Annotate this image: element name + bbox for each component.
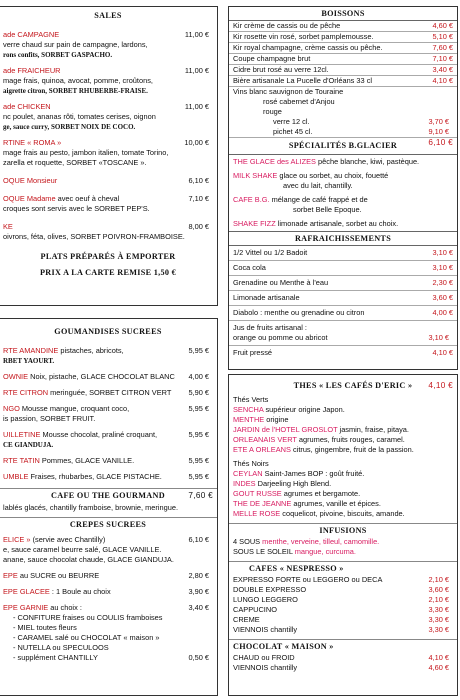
vins-line: Vins blanc sauvignon de Touraine [233, 87, 344, 96]
item-desc: Fraises, rhubarbes, GLACE PISTACHE. [28, 472, 162, 481]
boissons-section [228, 6, 458, 370]
item-name: RTE TATIN [3, 456, 40, 465]
sales-item [3, 138, 213, 148]
the-item [233, 469, 453, 479]
drink-row [229, 291, 457, 306]
dessert-item [3, 346, 213, 356]
vins-size: pichet 45 cl. [273, 127, 313, 136]
gourmand-row [0, 491, 217, 501]
item-desc: Pommes, GLACE VANILLE. [39, 456, 135, 465]
glacier-item [233, 195, 453, 205]
item-desc: meringuée, SORBET CITRON VERT [48, 388, 172, 397]
drink-name-2 [233, 333, 453, 343]
item-desc: pêche blanche, kiwi, pastèque. [315, 157, 420, 166]
item-desc: mage frais, quinoa, avocat, pomme, croûtons, [3, 76, 153, 85]
the-item [233, 415, 453, 425]
cafes-title: CAFES « NESPRESSO » [249, 564, 344, 573]
drink-price: 3,10 € [428, 333, 449, 342]
item-price: 11,00 € [184, 66, 209, 75]
item-price: 11,00 € [184, 102, 209, 111]
cafe-item [233, 575, 453, 585]
item-price: 6,10 € [188, 176, 209, 185]
item-price: 3,30 € [428, 625, 449, 634]
item-price: 3,40 € [188, 603, 209, 612]
item-price: 3,90 € [188, 587, 209, 596]
item-price: 3,30 € [428, 615, 449, 624]
drink-name: Kir crème de cassis ou de pêche [233, 21, 341, 30]
drink-row [229, 76, 457, 87]
item-name: EPE GARNIE [3, 603, 49, 612]
item-price: 5,95 € [188, 472, 209, 481]
drink-row [229, 321, 457, 346]
item-desc: mélange de café frappé et de [269, 195, 368, 204]
item-price: 6,10 € [188, 535, 209, 544]
sales-footer-2: PRIX A LA CARTE REMISE 1,50 € [39, 268, 177, 277]
thes-title: THES « LES CAFÉS D'ERIC » [293, 381, 413, 390]
item-desc: croques sont servis avec le SORBET PEP'S. [3, 204, 150, 213]
item-price: 2,10 € [428, 595, 449, 604]
item-desc: oivrons, féta, olives, SORBET POIVRON-FRAMBOISE. [3, 232, 185, 241]
drink-name: Fruit pressé [233, 348, 273, 357]
item-price: 3,30 € [428, 605, 449, 614]
item-price: 4,10 € [428, 653, 449, 662]
the-item [233, 445, 453, 455]
crepes-list [0, 529, 217, 663]
drink-price: 7,10 € [432, 54, 453, 63]
drink-price: 2,30 € [432, 278, 453, 287]
drink-name: Jus de fruits artisanal : [233, 323, 307, 332]
drink-row [229, 65, 457, 76]
item-desc: coquelicot, pivoine, biscuits, amande. [280, 509, 405, 518]
sales-item [3, 30, 213, 40]
cafe-item [233, 615, 453, 625]
thes-verts-label: Thés Verts [233, 395, 269, 404]
sales-section [0, 6, 218, 306]
item-price: 5,95 € [188, 430, 209, 439]
crepe-item [3, 535, 213, 545]
chocolat-item [233, 653, 453, 663]
item-desc: Mousse mangue, croquant coco, [19, 404, 130, 413]
item-desc: supérieur origine Japon. [263, 405, 345, 414]
sales-item [3, 102, 213, 112]
glacier-list [229, 155, 457, 231]
item-desc: anane, sauce chocolat chaude, GLACE GIANDUJA. [3, 555, 174, 564]
crepe-item [3, 653, 213, 663]
glacier-price: 6,10 € [428, 138, 453, 147]
dessert-item [3, 472, 213, 482]
sales-title: SALES [94, 11, 122, 20]
item-name: EXPRESSO FORTE ou LEGGERO ou DECA [233, 575, 383, 584]
divider [0, 488, 217, 489]
sales-item [3, 222, 213, 232]
item-name: MELLE ROSE [233, 509, 281, 518]
item-desc: sorbet Belle Epoque. [293, 205, 362, 214]
drink-row [229, 21, 457, 32]
item-price: 10,00 € [184, 138, 209, 147]
item-name: CEYLAN [233, 469, 263, 478]
cafe-item [233, 595, 453, 605]
item-price: 2,10 € [428, 575, 449, 584]
item-name: CHAUD ou FROID [233, 653, 295, 662]
item-desc: (servie avec Chantilly) [30, 535, 106, 544]
cafe-item [233, 625, 453, 635]
item-desc: - CARAMEL salé ou CHOCOLAT « maison » [13, 633, 160, 642]
drink-row [229, 261, 457, 276]
glacier-item [233, 157, 453, 167]
item-name: RTINE « ROMA » [3, 138, 62, 147]
item-name: VIENNOIS chantilly [233, 625, 298, 634]
item-desc: Saint-James BOP : goût fruité. [262, 469, 365, 478]
item-price: 5,90 € [188, 388, 209, 397]
item-name: CREME [233, 615, 260, 624]
item-name: 4 SOUS [233, 537, 263, 546]
the-item [233, 499, 453, 509]
divider [229, 523, 457, 524]
crepe-item [3, 603, 213, 613]
item-desc: citrus, gingembre, fruit de la passion. [290, 445, 414, 454]
item-name: ETE A ORLEANS [233, 445, 291, 454]
item-price: 8,00 € [188, 222, 209, 231]
infusions-title: INFUSIONS [319, 526, 367, 535]
item-desc: origine [264, 415, 289, 424]
item-name: ELICE » [3, 535, 31, 544]
gourmandises-title: GOUMANDISES SUCREES [54, 327, 162, 336]
item-desc: zarella et roquette, SORBET «TOSCANE ». [3, 158, 147, 167]
item-desc: agrumes, vanille et épices. [291, 499, 381, 508]
item-desc: - supplément CHANTILLY [13, 653, 98, 662]
item-price: 0,50 € [188, 653, 209, 662]
item-desc: menthe, verveine, tilleul, camomille. [262, 537, 380, 546]
item-desc: - MIEL toutes fleurs [13, 623, 77, 632]
drink-price: 7,60 € [432, 43, 453, 52]
divider [0, 517, 217, 518]
drink-name: Bière artisanale La Pucelle d'Orléans 33 cl [233, 76, 373, 85]
the-item [233, 509, 453, 519]
drink-name: Cidre brut rosé au verre 12cl. [233, 65, 329, 74]
the-item [233, 435, 453, 445]
thes-list [229, 393, 457, 521]
dessert-item [3, 404, 213, 414]
item-price: 5,95 € [188, 404, 209, 413]
vins-line: rouge [263, 107, 282, 116]
item-name: EPE [3, 571, 18, 580]
item-price: 5,95 € [188, 346, 209, 355]
drink-name: Limonade artisanale [233, 293, 300, 302]
item-name: RTE AMANDINE [3, 346, 59, 355]
chocolat-title: CHOCOLAT « MAISON » [233, 642, 334, 651]
item-name: UILLETINE [3, 430, 41, 439]
item-desc: : 1 Boule au choix [49, 587, 111, 596]
dessert-item [3, 388, 213, 398]
drink-name: Grenadine ou Menthe à l'eau [233, 278, 329, 287]
item-suffix: avec oeuf à cheval [55, 194, 120, 203]
gourmand-title: CAFE OU THE GOURMAND [51, 491, 165, 500]
vins-line [233, 117, 453, 127]
vins-block [229, 87, 457, 138]
item-price: 3,60 € [428, 585, 449, 594]
item-name: INDES [233, 479, 256, 488]
gourmand-price: 7,60 € [188, 491, 213, 500]
vins-price: 9,10 € [428, 127, 449, 136]
drink-row [229, 276, 457, 291]
item-name: VIENNOIS chantilly [233, 663, 298, 672]
drink-name: Coca cola [233, 263, 266, 272]
vins-line [233, 127, 453, 137]
item-desc: CE GIANDUJA. [3, 441, 54, 449]
drink-price: 4,10 € [432, 348, 453, 357]
desserts-section [0, 318, 218, 696]
crepe-item [3, 587, 213, 597]
cafe-item [233, 605, 453, 615]
drink-price: 3,60 € [432, 293, 453, 302]
infusions-list [229, 535, 457, 559]
infusion-item [233, 547, 453, 557]
item-desc: mage frais au pesto, jambon italien, tomate Torino, [3, 148, 169, 157]
item-desc: Darjeeling High Blend. [255, 479, 332, 488]
item-name: DOUBLE EXPRESSO [233, 585, 307, 594]
item-name: UMBLE [3, 472, 29, 481]
chocolat-item [233, 663, 453, 673]
sales-item [3, 176, 213, 186]
item-desc: avec du lait, chantilly. [283, 181, 353, 190]
item-price: 2,80 € [188, 571, 209, 580]
boissons-list [229, 21, 457, 138]
item-desc: Mousse chocolat, praliné croquant, [40, 430, 158, 439]
drink-name: Kir royal champagne, crème cassis ou pêche. [233, 43, 383, 52]
rafraich-title: RAFRAICHISSEMENTS [229, 231, 457, 246]
vins-size: verre 12 cl. [273, 117, 310, 126]
item-desc: is passion, SORBET FRUIT. [3, 414, 96, 423]
sales-footer-1: PLATS PRÉPARÉS À EMPORTER [40, 252, 176, 261]
dessert-item [3, 372, 213, 382]
item-desc: rons confits, SORBET GASPACHO. [3, 51, 113, 59]
drink-name: Kir rosette vin rosé, sorbet pamplemousse. [233, 32, 374, 41]
drink-row [229, 246, 457, 261]
crepe-item [3, 571, 213, 581]
item-price: 5,95 € [188, 456, 209, 465]
dessert-item [3, 456, 213, 466]
the-item [233, 489, 453, 499]
item-name: SHAKE FIZZ [233, 219, 276, 228]
the-item [233, 425, 453, 435]
vins-line: rosé cabernet d'Anjou [263, 97, 335, 106]
item-name: GOUT RUSSE [233, 489, 282, 498]
item-name: SOUS LE SOLEIL [233, 547, 295, 556]
item-desc: agrumes, fruits rouges, caramel. [296, 435, 405, 444]
item-name: THE GLACE des ALIZES [233, 157, 316, 166]
item-name: JARDIN de l'HOTEL GROSLOT [233, 425, 338, 434]
gourmand-desc: lablés glacés, chantilly framboise, brownie, meringue. [3, 503, 178, 512]
sales-list [0, 20, 217, 278]
drink-sub: orange ou pomme ou abricot [233, 333, 328, 342]
item-desc: agrumes et bergamote. [281, 489, 361, 498]
item-price: 7,10 € [188, 194, 209, 203]
divider [229, 561, 457, 562]
item-desc: jasmin, fraise, pitaya. [337, 425, 409, 434]
rafraich-list [229, 246, 457, 360]
item-desc: Noix, pistache, GLACE CHOCOLAT BLANC [28, 372, 175, 381]
drink-name: 1/2 Vittel ou 1/2 Badoit [233, 248, 308, 257]
item-name: OQUE Madame [3, 194, 56, 203]
drink-price: 3,40 € [432, 65, 453, 74]
item-name: ade CHICKEN [3, 102, 51, 111]
gourmandises-list [0, 336, 217, 482]
item-name: CAPPUCINO [233, 605, 277, 614]
glacier-title: SPÉCIALITÉS B.GLACIER [288, 141, 398, 150]
item-name: SENCHA [233, 405, 264, 414]
drink-price: 4,10 € [432, 76, 453, 85]
item-desc: nc poulet, ananas rôti, tomates cerises, oignon [3, 112, 156, 121]
the-item [233, 479, 453, 489]
item-name: ade CAMPAGNE [3, 30, 60, 39]
item-name: NGO [3, 404, 20, 413]
thes-header [229, 375, 457, 393]
drink-price: 5,10 € [432, 32, 453, 41]
item-desc: au SUCRE ou BEURRE [17, 571, 100, 580]
item-desc: - CONFITURE fraises ou COULIS framboises [13, 613, 163, 622]
item-desc: limonade artisanale, sorbet au choix. [275, 219, 399, 228]
infusion-item [233, 537, 453, 547]
item-name: ade FRAICHEUR [3, 66, 61, 75]
drink-price: 3,10 € [432, 263, 453, 272]
the-item [233, 405, 453, 415]
item-name: LUNGO LEGGERO [233, 595, 298, 604]
drink-row [229, 306, 457, 321]
divider [229, 639, 457, 640]
item-name: CAFE B.G. [233, 195, 270, 204]
glacier-item [233, 171, 453, 181]
cafe-item [233, 585, 453, 595]
drink-row [229, 32, 457, 43]
item-desc: e, sauce caramel beurre salé, GLACE VANILLE. [3, 545, 162, 554]
item-desc: mangue, curcuma. [294, 547, 356, 556]
item-desc: aigrette citron, SORBET RHUBERBE-FRAISE. [3, 87, 148, 95]
drink-price: 4,60 € [432, 21, 453, 30]
item-desc: verre chaud sur pain de campagne, lardons, [3, 40, 148, 49]
item-name: ORLEANAIS VERT [233, 435, 297, 444]
item-price: 4,00 € [188, 372, 209, 381]
item-name: MENTHE [233, 415, 265, 424]
glacier-item [233, 219, 453, 229]
vins-price: 3,70 € [428, 117, 449, 126]
item-price: 4,60 € [428, 663, 449, 672]
drink-row [229, 346, 457, 360]
thes-noirs-label: Thés Noirs [233, 459, 269, 468]
drink-row [229, 54, 457, 65]
item-name: RTE CITRON [3, 388, 49, 397]
item-desc: RBET YAOURT. [3, 357, 55, 365]
item-price: 11,00 € [184, 30, 209, 39]
item-desc: ge, sauce curry, SORBET NOIX DE COCO. [3, 123, 136, 131]
drink-name: Coupe champagne brut [233, 54, 311, 63]
item-desc: glace ou sorbet, au choix, fouetté [277, 171, 389, 180]
drink-name: Diabolo : menthe ou grenadine ou citron [233, 308, 365, 317]
item-desc: au choix : [48, 603, 82, 612]
hot-drinks-section [228, 374, 458, 696]
drink-price: 3,10 € [432, 248, 453, 257]
sales-item [3, 66, 213, 76]
item-name: KE [3, 222, 13, 231]
thes-price: 4,10 € [428, 381, 453, 390]
chocolat-list [229, 651, 457, 675]
item-name: OQUE Monsieur [3, 176, 58, 185]
crepes-title: CREPES SUCREES [69, 520, 147, 529]
item-desc: - NUTELLA ou SPECULOOS [13, 643, 109, 652]
glacier-header [229, 138, 457, 155]
item-name: MILK SHAKE [233, 171, 278, 180]
cafes-list [229, 573, 457, 637]
item-name: OWNIE [3, 372, 29, 381]
sales-item [3, 194, 213, 204]
item-name: THE DE JEANNE [233, 499, 292, 508]
boissons-title: BOISSONS [229, 7, 457, 21]
dessert-item [3, 430, 213, 440]
item-desc: pistaches, abricots, [58, 346, 124, 355]
drink-row [229, 43, 457, 54]
drink-price: 4,00 € [432, 308, 453, 317]
item-name: EPE GLACEE [3, 587, 50, 596]
